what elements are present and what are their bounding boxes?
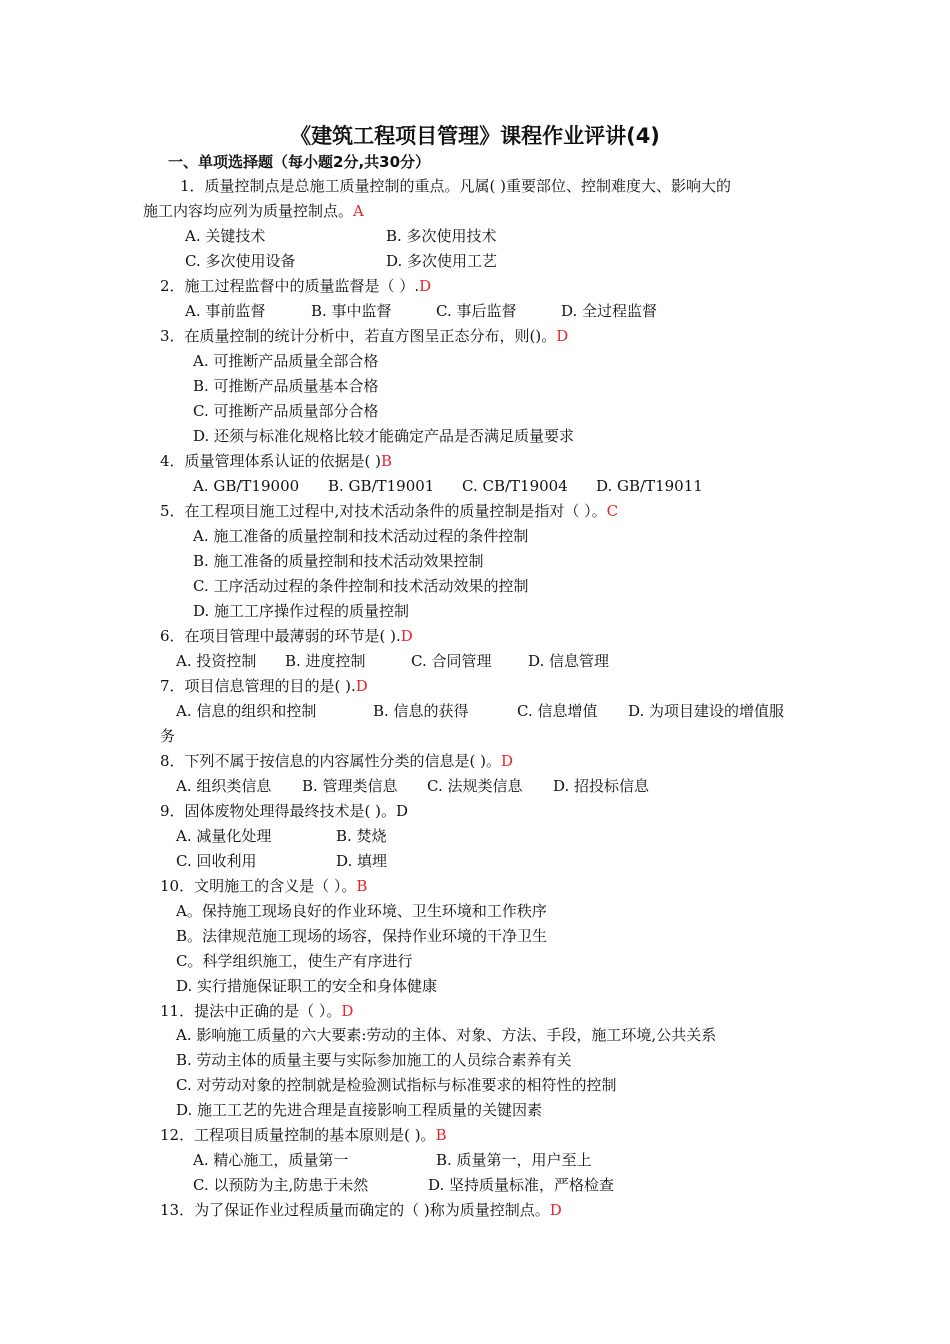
- option: B. 多次使用技术: [386, 227, 497, 245]
- question-2-stem: 2．施工过程监督中的质量监督是（ ）.D: [160, 277, 432, 295]
- option: D. 还须与标准化规格比较才能确定产品是否满足质量要求: [193, 427, 575, 445]
- option: D. 坚持质量标准，严格检查: [428, 1176, 615, 1194]
- option: C. 回收利用: [176, 852, 257, 870]
- question-1-stem: 1．质量控制点是总施工质量控制的重点。凡属( )重要部位、控制难度大、影响大的: [180, 177, 732, 195]
- option: D. 多次使用工艺: [386, 252, 498, 270]
- option: A。保持施工现场良好的作业环境、卫生环境和工作秩序: [176, 902, 547, 920]
- question-9-stem: 9．固体废物处理得最终技术是( )。D: [160, 802, 409, 820]
- option: D. 填埋: [336, 852, 388, 870]
- option: B. 焚烧: [336, 827, 387, 845]
- option: B. 可推断产品质量基本合格: [193, 377, 379, 395]
- option: D. 信息管理: [528, 652, 610, 670]
- option: C. 工序活动过程的条件控制和技术活动效果的控制: [193, 577, 529, 595]
- answer-key: D: [549, 1201, 562, 1219]
- option: A. 信息的组织和控制: [176, 702, 317, 720]
- option: A. 投资控制: [176, 652, 257, 670]
- option: D. GB/T19011: [596, 477, 703, 495]
- question-11-stem: 11．提法中正确的是（ ）。D: [160, 1002, 354, 1020]
- question-6-stem: 6．在项目管理中最薄弱的环节是( ).D: [160, 627, 413, 645]
- answer-key: D: [501, 752, 514, 770]
- question-5-stem: 5．在工程项目施工过程中,对技术活动条件的质量控制是指对（ ）。C: [160, 502, 619, 520]
- answer-key: D: [355, 677, 368, 695]
- section-heading: 一、单项选择题（每小题2分,共30分）: [168, 153, 431, 171]
- option: C. CB/T19004: [462, 477, 568, 495]
- option: B. 信息的获得: [373, 702, 469, 720]
- answer-key: A: [353, 202, 364, 220]
- answer-key: B: [356, 877, 368, 895]
- question-4-stem: 4．质量管理体系认证的依据是( )B: [160, 452, 393, 470]
- option: D. 施工工艺的先进合理是直接影响工程质量的关键因素: [176, 1101, 543, 1119]
- option: C. 以预防为主,防患于未然: [193, 1176, 369, 1194]
- answer-key: D: [419, 277, 432, 295]
- option: B. 质量第一，用户至上: [436, 1151, 592, 1169]
- option: C. 信息增值: [517, 702, 598, 720]
- option: B. 施工准备的质量控制和技术活动效果控制: [193, 552, 484, 570]
- option: B. 事中监督: [311, 302, 392, 320]
- option: A. 可推断产品质量全部合格: [193, 352, 379, 370]
- question-1-stem-cont: 施工内容均应列为质量控制点。A: [143, 202, 364, 220]
- option: D. 招投标信息: [553, 777, 650, 795]
- question-10-stem: 10．文明施工的含义是（ ）。B: [160, 877, 368, 895]
- question-8-stem: 8．下列不属于按信息的内容属性分类的信息是( )。D: [160, 752, 514, 770]
- option: C. 法规类信息: [427, 777, 523, 795]
- answer-key: D: [396, 802, 409, 820]
- option: B. 劳动主体的质量主要与实际参加施工的人员综合素养有关: [176, 1051, 572, 1069]
- option: C. 合同管理: [411, 652, 492, 670]
- option: D. 施工工序操作过程的质量控制: [193, 602, 410, 620]
- option: B. 进度控制: [285, 652, 366, 670]
- option: B。法律规范施工现场的场容，保持作业环境的干净卫生: [176, 927, 548, 945]
- answer-key: B: [435, 1126, 447, 1144]
- option: A. 关键技术: [185, 227, 266, 245]
- option-wrap: 务: [160, 727, 176, 745]
- answer-key: D: [556, 327, 569, 345]
- option: A. 精心施工，质量第一: [193, 1151, 349, 1169]
- option: B. 管理类信息: [302, 777, 398, 795]
- option: D. 实行措施保证职工的安全和身体健康: [176, 977, 438, 995]
- option: B. GB/T19001: [328, 477, 435, 495]
- option: C。科学组织施工，使生产有序进行: [176, 952, 413, 970]
- answer-key: D: [341, 1002, 354, 1020]
- option: A. 事前监督: [185, 302, 266, 320]
- option: C. 多次使用设备: [185, 252, 296, 270]
- question-7-stem: 7．项目信息管理的目的是( ).D: [160, 677, 368, 695]
- question-3-stem: 3．在质量控制的统计分析中，若直方图呈正态分布，则()。D: [160, 327, 569, 345]
- question-13-stem: 13．为了保证作业过程质量而确定的（ )称为质量控制点。D: [160, 1201, 562, 1219]
- option: A. 减量化处理: [176, 827, 272, 845]
- option: D. 全过程监督: [561, 302, 658, 320]
- answer-key: C: [606, 502, 619, 520]
- option: D. 为项目建设的增值服: [628, 702, 785, 720]
- option: C. 可推断产品质量部分合格: [193, 402, 379, 420]
- option: C. 对劳动对象的控制就是检验测试指标与标准要求的相符性的控制: [176, 1076, 617, 1094]
- option: A. 组织类信息: [176, 777, 272, 795]
- answer-key: D: [400, 627, 413, 645]
- answer-key: B: [381, 452, 393, 470]
- document-title: 《建筑工程项目管理》课程作业评讲(4): [290, 124, 660, 148]
- question-12-stem: 12．工程项目质量控制的基本原则是( )。B: [160, 1126, 447, 1144]
- option: C. 事后监督: [436, 302, 517, 320]
- option: A. 施工准备的质量控制和技术活动过程的条件控制: [193, 527, 529, 545]
- option: A. 影响施工质量的六大要素:劳动的主体、对象、方法、手段，施工环境,公共关系: [176, 1026, 717, 1044]
- option: A. GB/T19000: [193, 477, 300, 495]
